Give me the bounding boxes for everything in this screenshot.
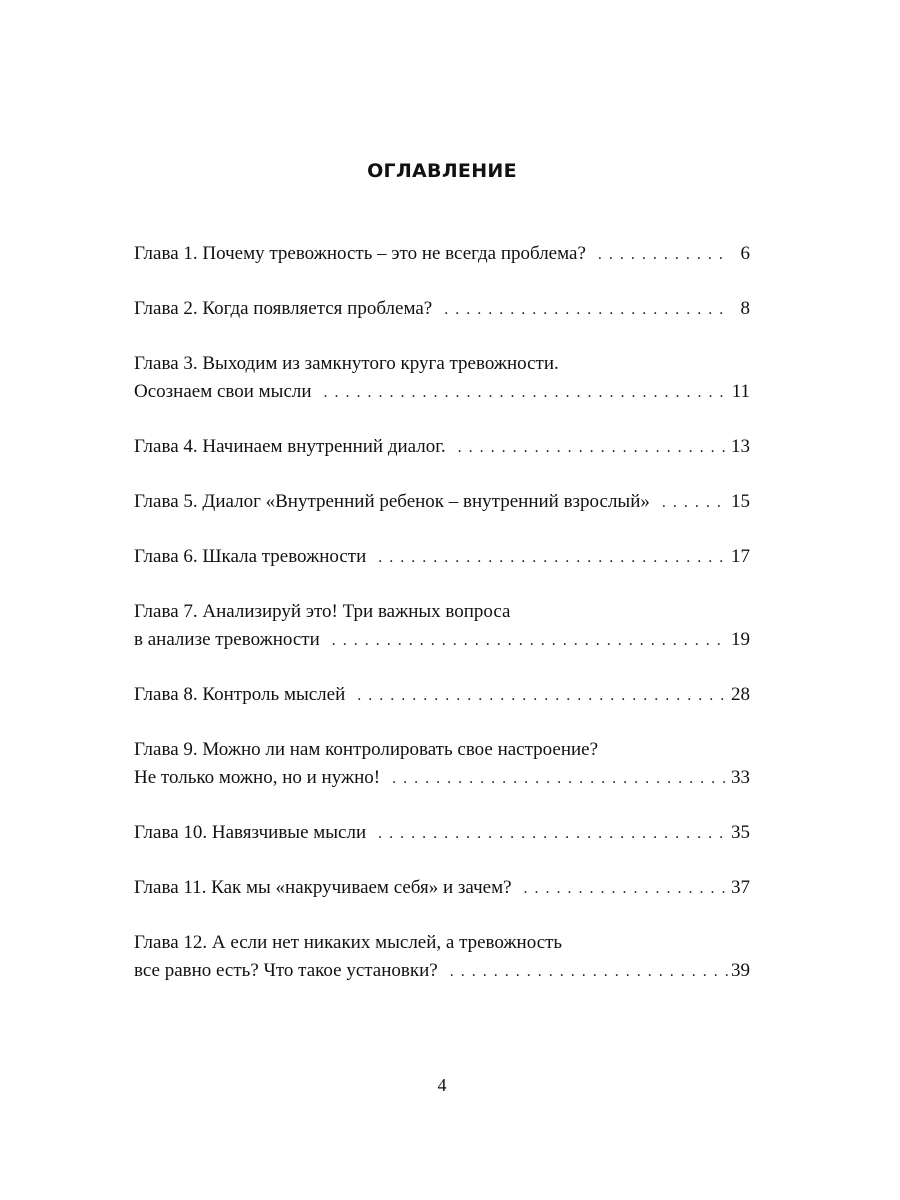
toc-entry-page: 19 <box>731 629 750 650</box>
toc-entry-6[interactable] <box>134 543 750 572</box>
dot-leader <box>512 875 728 903</box>
toc-entry-title: в анализе тревожности <box>134 629 320 650</box>
toc-heading: ОГЛАВЛЕНИЕ <box>367 160 517 182</box>
toc-entry-page: 11 <box>731 381 750 402</box>
toc-entry-page: 35 <box>731 822 750 843</box>
toc-entry-title: Глава 11. Как мы «накручиваем себя» и зачем? <box>134 877 512 898</box>
toc-entry-9[interactable] <box>134 736 750 793</box>
toc-entry-page: 39 <box>731 960 750 981</box>
toc-entry-8[interactable] <box>134 681 750 710</box>
toc-entry-title: Глава 8. Контроль мыслей <box>134 684 346 705</box>
toc-entry-3[interactable] <box>134 350 750 407</box>
toc-entry-5[interactable] <box>134 488 750 517</box>
page-number: 4 <box>437 1075 447 1095</box>
dot-leader <box>312 379 728 407</box>
dot-leader <box>438 958 728 986</box>
dot-leader <box>320 627 728 655</box>
toc-entry-title: Глава 1. Почему тревожность – это не всегда проблема? <box>134 243 586 264</box>
dot-leader <box>345 682 728 710</box>
toc-entry-page: 13 <box>731 436 750 457</box>
dot-leader <box>366 820 728 848</box>
toc-entry-10[interactable] <box>134 819 750 848</box>
toc-entry-1[interactable] <box>134 240 750 269</box>
toc-entry-title: все равно есть? Что такое установки? <box>134 960 438 981</box>
table-of-contents <box>134 240 750 1012</box>
toc-entry-title-line1: Глава 7. Анализируй это! Три важных вопроса <box>134 601 511 622</box>
toc-entry-title: Глава 10. Навязчивые мысли <box>134 822 367 843</box>
dot-leader <box>380 765 728 793</box>
toc-entry-11[interactable] <box>134 874 750 903</box>
toc-entry-page: 28 <box>731 684 750 705</box>
toc-entry-4[interactable] <box>134 433 750 462</box>
toc-entry-title-line1: Глава 9. Можно ли нам контролировать свое настроение? <box>134 739 599 760</box>
toc-entry-title: Не только можно, но и нужно! <box>134 767 381 788</box>
toc-entry-7[interactable] <box>134 598 750 655</box>
toc-entry-page: 15 <box>731 491 750 512</box>
dot-leader <box>586 241 728 269</box>
toc-entry-page: 17 <box>731 546 750 567</box>
toc-entry-page: 6 <box>740 243 750 264</box>
dot-leader <box>650 489 728 517</box>
toc-entry-title: Глава 5. Диалог «Внутренний ребенок – внутренний взрослый» <box>134 491 650 512</box>
toc-entry-title: Осознаем свои мысли <box>134 381 312 402</box>
toc-entry-page: 37 <box>731 877 750 898</box>
toc-entry-2[interactable] <box>134 295 750 324</box>
toc-entry-page: 8 <box>740 298 750 319</box>
toc-entry-page: 33 <box>731 767 750 788</box>
toc-entry-title: Глава 2. Когда появляется проблема? <box>134 298 433 319</box>
toc-entry-title: Глава 6. Шкала тревожности <box>134 546 367 567</box>
dot-leader <box>432 296 728 324</box>
toc-entry-title-line1: Глава 12. А если нет никаких мыслей, а тревожность <box>134 932 563 953</box>
toc-entry-title: Глава 4. Начинаем внутренний диалог. <box>134 436 446 457</box>
dot-leader <box>446 434 728 462</box>
toc-entry-title-line1: Глава 3. Выходим из замкнутого круга тревожности. <box>134 353 559 374</box>
toc-entry-12[interactable] <box>134 929 750 986</box>
dot-leader <box>366 544 728 572</box>
